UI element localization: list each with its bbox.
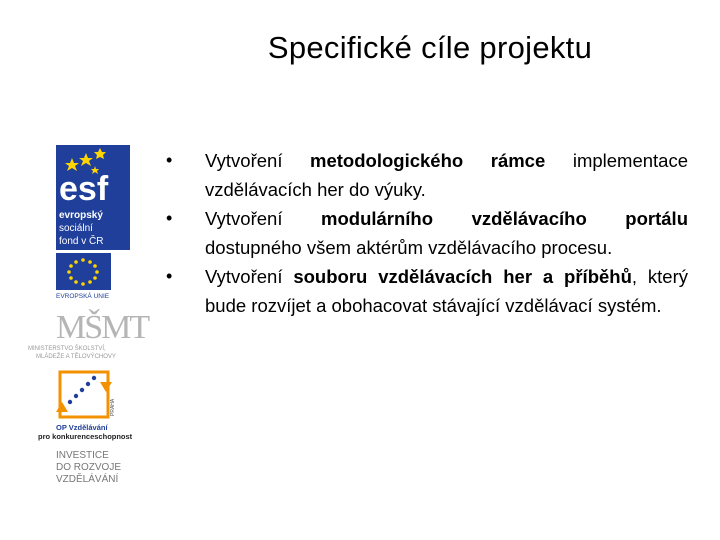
svg-text:DO ROZVOJE: DO ROZVOJE	[56, 462, 122, 473]
eu-flag-logo	[56, 253, 111, 300]
svg-text:INVESTICE: INVESTICE	[56, 450, 109, 461]
esf-word: esf	[59, 170, 109, 208]
svg-text:evropský: evropský	[59, 210, 103, 221]
esf-logo	[56, 145, 130, 250]
eu-label: EVROPSKÁ UNIE	[56, 293, 110, 300]
slide-title-text: Specifické cíle projektu	[267, 30, 593, 65]
bullet-list	[164, 146, 688, 320]
op-vzdelavani-logo	[38, 372, 133, 441]
op-side-label: PRAHA	[110, 398, 116, 416]
list-item: • Vytvoření metodologického rámce implementace vzdělávacích her do výuky.	[164, 146, 688, 204]
bullet-icon: •	[166, 208, 173, 228]
svg-text:fond v ČR: fond v ČR	[59, 236, 104, 247]
list-item: • Vytvoření modulárního vzdělávacího portálu dostupného všem aktérům vzdělávacího procesu.	[164, 204, 688, 262]
msmt-word: MŠMT	[56, 309, 149, 346]
bullet-bold-text: modulárního vzdělávacího portálu	[321, 208, 688, 229]
svg-text:MLÁDEŽE A TĚLOVÝCHOVY: MLÁDEŽE A TĚLOVÝCHOVY	[36, 354, 116, 360]
svg-text:OP Vzdělávání: OP Vzdělávání	[56, 423, 108, 432]
investice-logo	[56, 450, 121, 485]
bullet-icon: •	[166, 150, 173, 170]
partner-logos	[0, 140, 170, 490]
svg-text:sociální: sociální	[59, 223, 93, 234]
svg-text:pro konkurenceschopnost: pro konkurenceschopnost	[38, 432, 133, 441]
msmt-logo	[28, 308, 150, 360]
bullet-bold-text: metodologického rámce	[310, 150, 546, 171]
svg-text:MINISTERSTVO ŠKOLSTVÍ,: MINISTERSTVO ŠKOLSTVÍ,	[28, 346, 106, 352]
list-item: • Vytvoření souboru vzdělávacích her a příběhů, který bude rozvíjet a obohacovat stávající vzdělávací systém.	[164, 262, 688, 320]
slide-title	[0, 30, 720, 66]
dots-icon	[68, 376, 96, 404]
svg-text:VZDĚLÁVÁNÍ: VZDĚLÁVÁNÍ	[56, 474, 119, 485]
bullet-bold-text: souboru vzdělávacích her a příběhů	[293, 266, 632, 287]
bullet-icon: •	[166, 266, 173, 286]
